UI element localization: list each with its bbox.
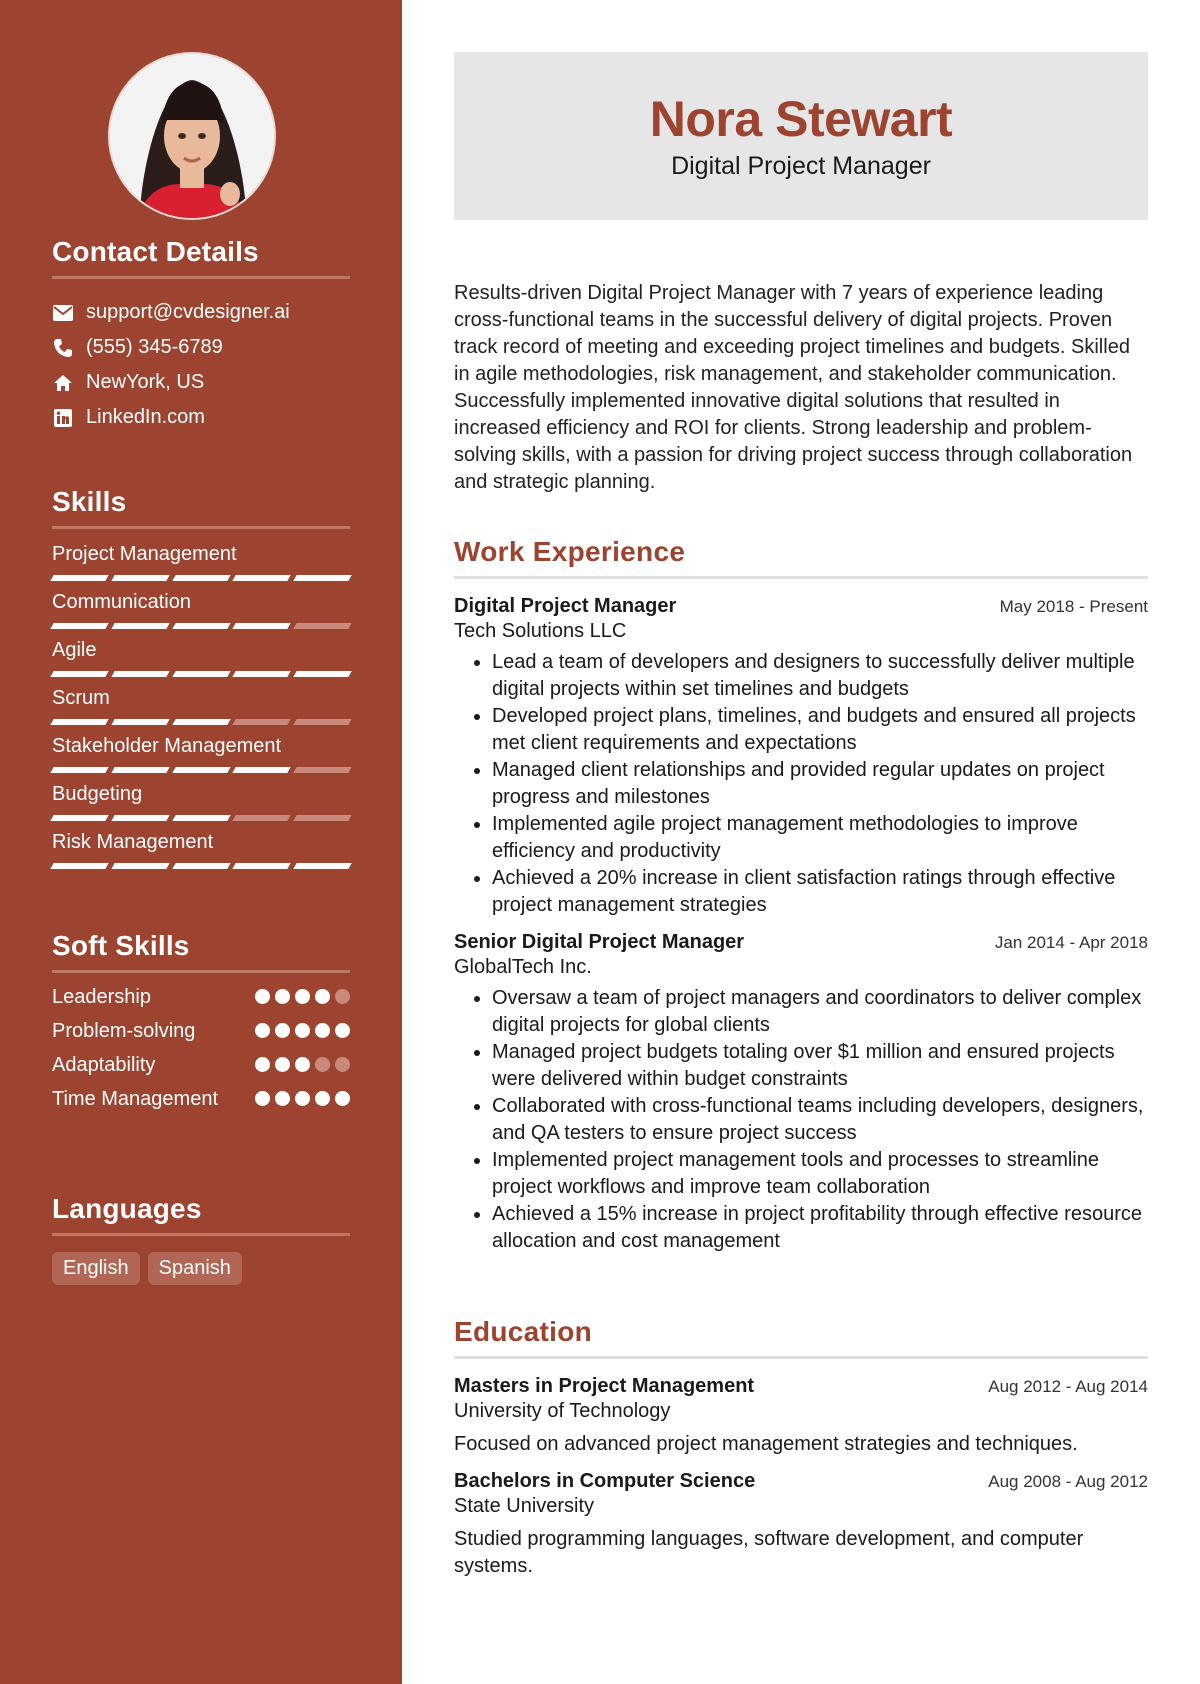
skill-segment-filled xyxy=(50,863,108,869)
rating-dot-filled xyxy=(275,989,290,1004)
job-bullet: • Oversaw a team of project managers and coordinators to deliver complex digital projects for global clients xyxy=(492,985,1148,1039)
work-experience-section xyxy=(454,536,1148,1255)
language-tag: Spanish xyxy=(148,1252,242,1285)
rating-dot-filled xyxy=(275,1057,290,1072)
skill-segment-filled xyxy=(233,863,291,869)
soft-skill-item xyxy=(52,983,350,1011)
skill-name: Agile xyxy=(52,639,97,661)
contact-phone-text: (555) 345-6789 xyxy=(86,336,223,358)
skill-segment-empty xyxy=(233,815,291,821)
candidate-title: Digital Project Manager xyxy=(671,152,931,180)
skill-segment-filled xyxy=(50,671,108,677)
skill-segment-filled xyxy=(233,623,291,629)
skill-name: Stakeholder Management xyxy=(52,735,282,757)
rating-dot-filled xyxy=(315,1091,330,1106)
skill-segment-empty xyxy=(293,623,351,629)
skill-segment-filled xyxy=(111,575,169,581)
education-description: Focused on advanced project management strategies and techniques. xyxy=(454,1433,1078,1455)
education-heading: Education xyxy=(454,1316,1148,1359)
job-bullet: • Lead a team of developers and designers to successfully deliver multiple digital projects within set timelines and budgets xyxy=(492,649,1148,703)
skill-segment-empty xyxy=(233,719,291,725)
main-content xyxy=(402,0,1200,1684)
skill-item xyxy=(52,731,350,773)
contact-phone[interactable] xyxy=(52,330,350,365)
skill-level-bar xyxy=(52,623,350,629)
soft-skill-rating xyxy=(255,1085,350,1106)
skill-level-bar xyxy=(52,719,350,725)
contact-location-text: NewYork, US xyxy=(86,371,205,393)
skill-segment-filled xyxy=(293,671,351,677)
skill-segment-filled xyxy=(172,767,230,773)
contact-heading: Contact Details xyxy=(52,236,350,279)
skill-segment-filled xyxy=(233,575,291,581)
skill-segment-filled xyxy=(172,575,230,581)
soft-skill-name: Time Management xyxy=(52,1088,218,1110)
linkedin-icon xyxy=(52,407,74,429)
job-entry xyxy=(454,595,1148,919)
soft-skill-name: Problem-solving xyxy=(52,1020,196,1042)
skill-segment-filled xyxy=(50,719,108,725)
job-bullet: • Implemented agile project management methodologies to improve efficiency and productivity xyxy=(492,811,1148,865)
skill-item xyxy=(52,683,350,725)
skill-name: Communication xyxy=(52,591,191,613)
rating-dot-filled xyxy=(315,1023,330,1038)
work-experience-heading: Work Experience xyxy=(454,536,1148,579)
skill-segment-filled xyxy=(172,623,230,629)
rating-dot-filled xyxy=(295,989,310,1004)
skill-item xyxy=(52,635,350,677)
rating-dot-empty xyxy=(315,1057,330,1072)
candidate-name: Nora Stewart xyxy=(649,91,953,147)
language-tag: English xyxy=(52,1252,140,1285)
profile-photo xyxy=(108,52,276,220)
skill-item xyxy=(52,827,350,869)
rating-dot-filled xyxy=(275,1091,290,1106)
contact-section xyxy=(52,236,350,435)
rating-dot-filled xyxy=(295,1057,310,1072)
job-role: Digital Project Manager xyxy=(454,595,677,617)
soft-skill-item xyxy=(52,1051,350,1079)
skills-heading: Skills xyxy=(52,486,350,529)
skill-segment-filled xyxy=(172,719,230,725)
skill-segment-filled xyxy=(111,863,169,869)
job-bullet: • Managed client relationships and provided regular updates on project progress and milestones xyxy=(492,757,1148,811)
rating-dot-empty xyxy=(335,1057,350,1072)
education-dates: Aug 2012 - Aug 2014 xyxy=(988,1377,1148,1396)
job-role: Senior Digital Project Manager xyxy=(454,931,745,953)
skill-segment-filled xyxy=(50,623,108,629)
skill-segment-empty xyxy=(293,719,351,725)
skill-name: Risk Management xyxy=(52,831,214,853)
header-box xyxy=(454,52,1148,220)
contact-location xyxy=(52,365,350,400)
skill-segment-filled xyxy=(111,767,169,773)
skill-segment-filled xyxy=(172,671,230,677)
job-company: Tech Solutions LLC xyxy=(454,620,627,642)
job-header xyxy=(454,931,1148,954)
education-header xyxy=(454,1375,1148,1398)
education-school: State University xyxy=(454,1495,595,1517)
skill-level-bar xyxy=(52,863,350,869)
language-tags xyxy=(52,1252,350,1285)
rating-dot-filled xyxy=(295,1023,310,1038)
job-company: GlobalTech Inc. xyxy=(454,956,592,978)
skill-segment-filled xyxy=(111,623,169,629)
skill-segment-filled xyxy=(172,863,230,869)
soft-skill-name: Leadership xyxy=(52,986,151,1008)
education-dates: Aug 2008 - Aug 2012 xyxy=(988,1472,1148,1491)
soft-skill-rating xyxy=(255,1051,350,1072)
contact-linkedin[interactable] xyxy=(52,400,350,435)
contact-email-text: support@cvdesigner.ai xyxy=(86,301,290,323)
job-bullet: • Developed project plans, timelines, and budgets and ensured all projects met client requirements and expectations xyxy=(492,703,1148,757)
education-degree: Bachelors in Computer Science xyxy=(454,1470,756,1492)
skill-level-bar xyxy=(52,815,350,821)
job-bullet: • Collaborated with cross-functional teams including developers, designers, and QA testers to ensure project success xyxy=(492,1093,1148,1147)
skill-segment-filled xyxy=(111,815,169,821)
skill-segment-empty xyxy=(293,767,351,773)
skill-segment-filled xyxy=(50,575,108,581)
job-bullets xyxy=(454,649,1148,919)
profile-photo-illustration xyxy=(110,54,274,218)
rating-dot-filled xyxy=(295,1091,310,1106)
rating-dot-filled xyxy=(315,989,330,1004)
languages-heading: Languages xyxy=(52,1193,350,1236)
skill-level-bar xyxy=(52,671,350,677)
home-icon xyxy=(52,372,74,394)
education-description: Studied programming languages, software development, and computer systems. xyxy=(454,1528,1084,1577)
education-section xyxy=(454,1316,1148,1580)
phone-icon xyxy=(52,337,74,359)
skill-name: Project Management xyxy=(52,543,237,565)
rating-dot-empty xyxy=(335,989,350,1004)
skill-segment-filled xyxy=(293,575,351,581)
skill-segment-filled xyxy=(233,767,291,773)
rating-dot-filled xyxy=(255,989,270,1004)
languages-section xyxy=(52,1193,350,1285)
soft-skills-heading: Soft Skills xyxy=(52,930,350,973)
education-school: University of Technology xyxy=(454,1400,671,1422)
skill-segment-filled xyxy=(111,671,169,677)
professional-summary: Results-driven Digital Project Manager with 7 years of experience leading cross-functional teams in the successful delivery of digital projects. Proven track record of meeting and exceeding project timelines and budgets. Skilled in agile methodologies, risk management, and stakeholder communication. Successfully implemented innovative digital solutions that resulted in increased efficiency and ROI for clients. Strong leadership and problem-solving skills, with a passion for driving project success through collaboration and strategic planning. xyxy=(454,282,1133,493)
education-header xyxy=(454,1470,1148,1493)
sidebar xyxy=(0,0,402,1684)
education-entry xyxy=(454,1375,1148,1458)
job-entry xyxy=(454,931,1148,1255)
skill-name: Scrum xyxy=(52,687,110,709)
rating-dot-filled xyxy=(255,1023,270,1038)
education-entry xyxy=(454,1470,1148,1580)
skills-section xyxy=(52,486,350,869)
soft-skills-section xyxy=(52,930,350,1113)
rating-dot-filled xyxy=(335,1023,350,1038)
skill-level-bar xyxy=(52,767,350,773)
job-bullets xyxy=(454,985,1148,1255)
job-bullet: • Managed project budgets totaling over $1 million and ensured projects were delivered within budget constraints xyxy=(492,1039,1148,1093)
job-dates: Jan 2014 - Apr 2018 xyxy=(994,933,1148,952)
soft-skill-item xyxy=(52,1085,350,1113)
soft-skills-list xyxy=(52,983,350,1113)
skills-list xyxy=(52,539,350,869)
skill-item xyxy=(52,587,350,629)
soft-skill-rating xyxy=(255,983,350,1004)
skill-level-bar xyxy=(52,575,350,581)
job-dates: May 2018 - Present xyxy=(999,597,1148,616)
job-bullet: • Implemented project management tools and processes to streamline project workflows and improve team collaboration xyxy=(492,1147,1148,1201)
skill-segment-empty xyxy=(293,815,351,821)
contact-linkedin-text: LinkedIn.com xyxy=(86,406,205,428)
education-degree: Masters in Project Management xyxy=(454,1375,755,1397)
soft-skill-name: Adaptability xyxy=(52,1054,156,1076)
skill-name: Budgeting xyxy=(52,783,143,805)
contact-list xyxy=(52,295,350,435)
envelope-icon xyxy=(52,302,74,324)
rating-dot-filled xyxy=(255,1057,270,1072)
skill-segment-filled xyxy=(293,863,351,869)
rating-dot-filled xyxy=(275,1023,290,1038)
job-bullet: • Achieved a 15% increase in project profitability through effective resource allocation and cost management xyxy=(492,1201,1148,1255)
skill-segment-filled xyxy=(50,815,108,821)
job-header xyxy=(454,595,1148,618)
rating-dot-filled xyxy=(335,1091,350,1106)
skill-segment-filled xyxy=(233,671,291,677)
soft-skill-item xyxy=(52,1017,350,1045)
job-bullet: • Achieved a 20% increase in client satisfaction ratings through effective project management strategies xyxy=(492,865,1148,919)
skill-item xyxy=(52,539,350,581)
contact-email[interactable] xyxy=(52,295,350,330)
skill-segment-filled xyxy=(172,815,230,821)
rating-dot-filled xyxy=(255,1091,270,1106)
skill-item xyxy=(52,779,350,821)
skill-segment-filled xyxy=(111,719,169,725)
soft-skill-rating xyxy=(255,1017,350,1038)
skill-segment-filled xyxy=(50,767,108,773)
